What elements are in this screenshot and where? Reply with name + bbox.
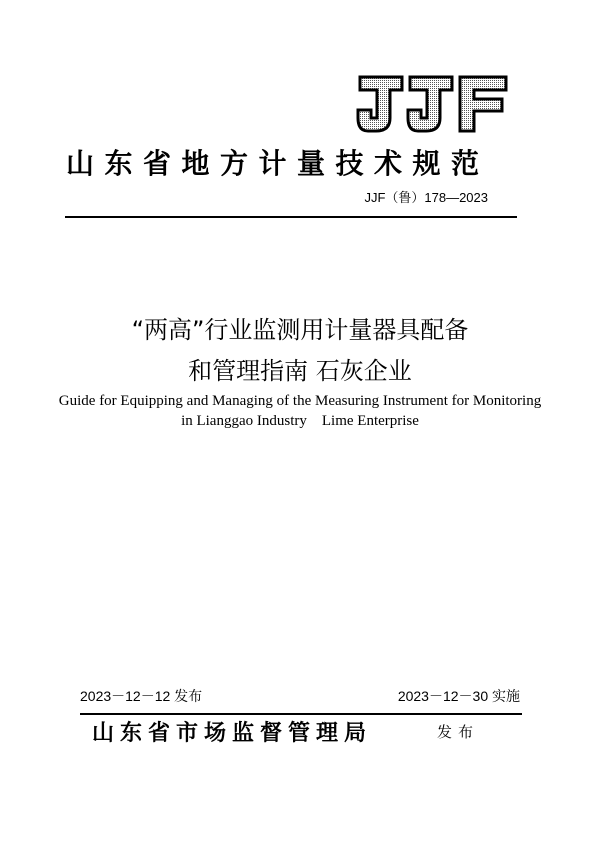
title-en-line1: Guide for Equipping and Managing of the Measuring Instrument for Monitoring xyxy=(58,393,542,409)
implementation-date: 2023－12－30 实施 xyxy=(397,688,520,704)
title-en-line2: in Lianggao Industry Lime Enterprise xyxy=(181,413,419,429)
jjf-logo xyxy=(356,74,510,134)
standard-code: JJF（鲁）178—2023 xyxy=(364,190,488,205)
title-cn-line2: 和管理指南 石灰企业 xyxy=(188,357,412,385)
footer-divider xyxy=(80,713,522,715)
standard-type: 山东省地方计量技术规范 xyxy=(66,147,490,180)
issuing-authority: 山东省市场监督管理局 xyxy=(92,720,373,746)
issue-label: 发布 xyxy=(437,723,480,741)
title-cn-line1: “两高”行业监测用计量器具配备 xyxy=(131,316,469,344)
header-divider xyxy=(65,216,517,218)
issue-date: 2023－12－12 发布 xyxy=(80,688,203,704)
